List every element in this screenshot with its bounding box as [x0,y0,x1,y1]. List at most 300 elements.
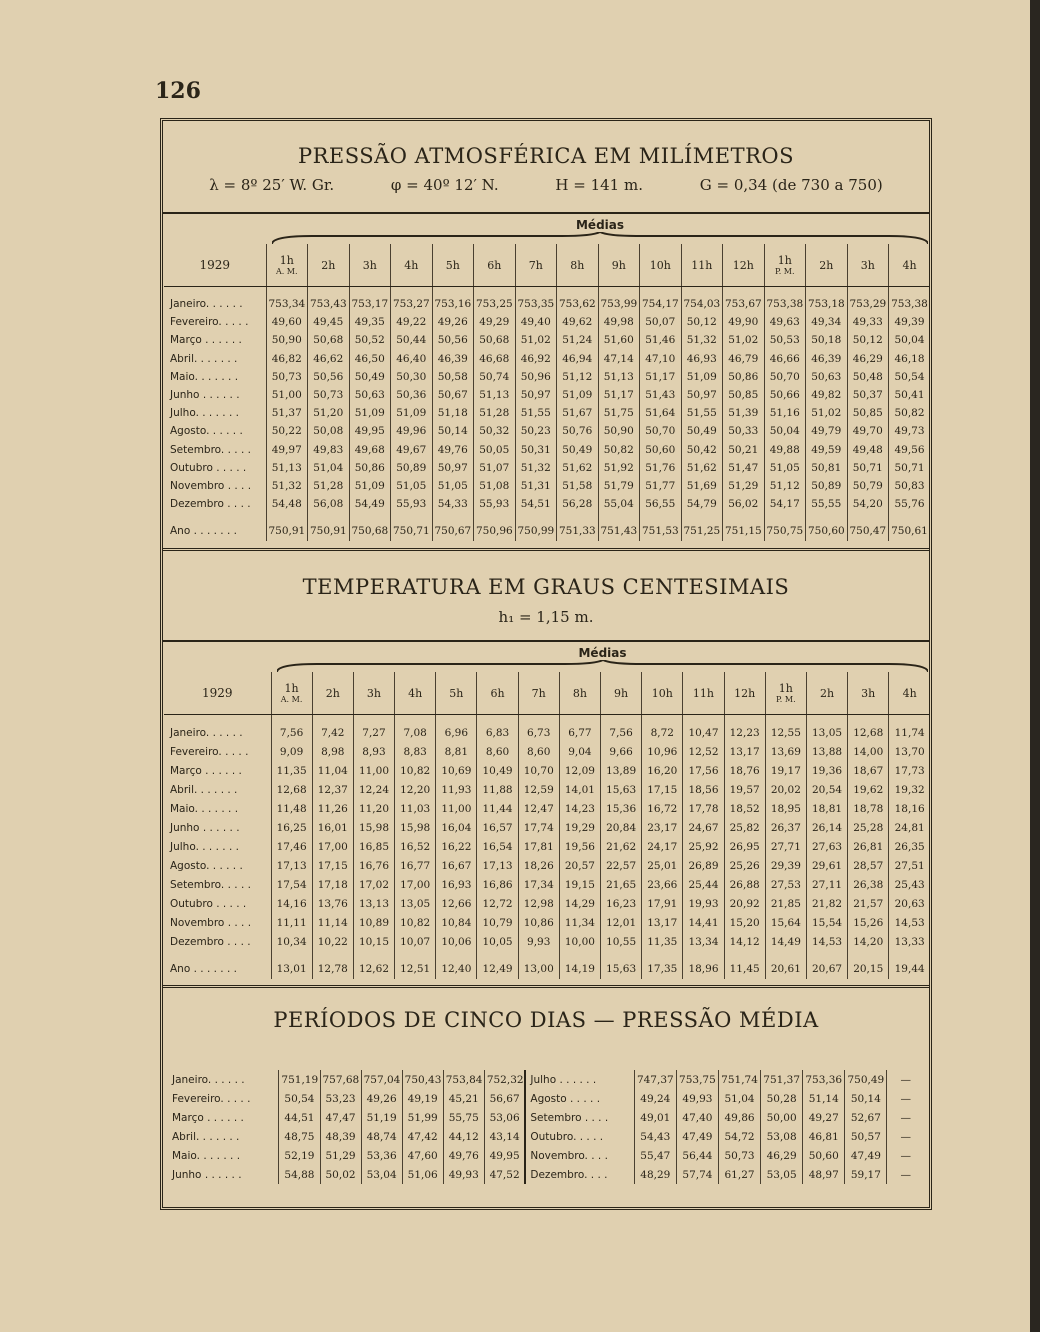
ano-value-cell: 750,99 [515,521,557,541]
value-cell: 49,63 [764,313,806,331]
value-cell: 51,17 [640,368,682,386]
spacer-cell [847,287,889,296]
value-cell: 49,59 [806,441,848,459]
hour-label: 2h [321,258,336,272]
temperatura-hour-header [806,672,847,715]
value-cell: 50,31 [515,441,557,459]
value-cell: 50,90 [598,422,640,440]
value-cell: 11,11 [271,913,312,932]
value-cell: 25,01 [642,856,683,875]
month-label: Junho . . . . . . [170,821,240,834]
value-cell: 10,34 [271,932,312,951]
value-cell: 43,14 [484,1127,525,1146]
value-cell: 8,83 [395,742,436,761]
temperatura-hour-header [353,672,394,715]
pressao-title: PRESSÃO ATMOSFÉRICA EM MILÍMETROS [297,144,795,168]
value-cell: 13,69 [765,742,806,761]
spacer-cell [764,287,806,296]
value-cell: 47,52 [484,1165,525,1184]
temperatura-medias-label: Médias [578,646,627,660]
value-cell: 49,76 [432,441,474,459]
value-cell: 50,05 [474,441,516,459]
value-cell: 46,18 [889,350,931,368]
value-cell: 18,76 [724,761,765,780]
value-cell: 51,05 [391,477,433,495]
value-cell: 24,67 [683,818,724,837]
value-cell: 49,73 [889,422,931,440]
value-cell: 19,62 [848,780,889,799]
spacer-cell [164,715,271,724]
value-cell: 6,73 [518,723,559,742]
spacer-cell [395,715,436,724]
value-cell: 16,52 [395,837,436,856]
value-cell: 50,89 [806,477,848,495]
value-cell: 15,26 [848,913,889,932]
hour-label: 10h [649,258,671,272]
table-row [164,477,930,495]
value-cell: 753,67 [723,295,765,313]
pressao-hour-header [308,244,350,287]
value-cell: 8,72 [642,723,683,742]
value-cell: 51,02 [723,331,765,349]
month-label: Agosto . . . . . [525,1089,634,1108]
value-cell: 10,22 [312,932,353,951]
hour-label: 8h [570,258,585,272]
value-cell: 49,90 [723,313,765,331]
hour-label: 7h [528,258,543,272]
table-row [164,913,930,932]
value-cell: 53,08 [761,1127,803,1146]
value-cell: 46,82 [266,350,308,368]
value-cell: 55,47 [634,1146,676,1165]
value-cell: 50,68 [308,331,350,349]
value-cell: 51,12 [764,477,806,495]
value-cell: 51,77 [640,477,682,495]
value-cell: 49,83 [308,441,350,459]
value-cell: 53,36 [361,1146,402,1165]
value-cell: 51,64 [640,404,682,422]
month-label: Fevereiro. . . . . [170,316,249,329]
pressao-hour-header [847,244,889,287]
month-label: Abril. . . . . . . [170,783,238,796]
value-cell: 51,09 [557,386,599,404]
value-cell: 12,72 [477,894,518,913]
value-cell: 50,14 [432,422,474,440]
table-row [164,932,930,951]
ano-value-cell: 19,44 [889,959,930,979]
value-cell: 15,36 [601,799,642,818]
ano-value-cell: 20,15 [848,959,889,979]
value-cell: 15,54 [806,913,847,932]
value-cell: 51,58 [557,477,599,495]
value-cell: 16,22 [436,837,477,856]
value-cell: 53,06 [484,1108,525,1127]
value-cell: 51,69 [681,477,723,495]
value-cell: 20,54 [806,780,847,799]
periodos-row [168,1108,924,1127]
ano-value-cell: 750,61 [889,521,931,541]
value-cell: 17,18 [312,875,353,894]
value-cell: 21,82 [806,894,847,913]
temperatura-hour-header [724,672,765,715]
value-cell: 48,39 [320,1127,361,1146]
ano-value-cell: 751,53 [640,521,682,541]
value-cell: 50,97 [432,459,474,477]
table-row [164,350,930,368]
value-cell: 26,88 [724,875,765,894]
table-row [164,818,930,837]
hour-label: 3h [860,258,875,272]
value-cell: 50,79 [847,477,889,495]
value-cell: 17,46 [271,837,312,856]
value-cell: 14,16 [271,894,312,913]
value-cell: 20,02 [765,780,806,799]
value-cell: 51,79 [598,477,640,495]
spacer-cell [765,951,806,959]
value-cell: 27,11 [806,875,847,894]
spacer-row [164,715,930,724]
value-cell: 14,41 [683,913,724,932]
value-cell: 51,43 [640,386,682,404]
value-cell: 16,57 [477,818,518,837]
value-cell: 13,13 [353,894,394,913]
value-cell: 50,22 [266,422,308,440]
value-cell: 17,91 [642,894,683,913]
value-cell: 14,23 [559,799,600,818]
month-label: Setembro. . . . . [170,878,251,891]
month-label: Janeiro. . . . . . [170,298,243,311]
value-cell: 26,95 [724,837,765,856]
value-cell: 7,56 [271,723,312,742]
value-cell: 20,57 [559,856,600,875]
value-cell: 747,37 [634,1070,676,1089]
value-cell: 11,48 [271,799,312,818]
value-cell: 10,89 [353,913,394,932]
spacer-row [164,951,930,959]
value-cell: 18,26 [518,856,559,875]
pressao-hour-header [515,244,557,287]
value-cell: 50,52 [349,331,391,349]
value-cell: 51,05 [764,459,806,477]
temperatura-hour-header [683,672,724,715]
spacer-cell [806,715,847,724]
value-cell: 11,26 [312,799,353,818]
value-cell: 9,66 [601,742,642,761]
divider [163,548,929,551]
spacer-cell [436,951,477,959]
value-cell: 20,92 [724,894,765,913]
value-cell: 750,49 [845,1070,887,1089]
value-cell: 7,56 [601,723,642,742]
value-cell: 51,28 [474,404,516,422]
value-cell: 9,93 [518,932,559,951]
spacer-cell [806,287,848,296]
value-cell: 757,04 [361,1070,402,1089]
param-altitude: H = 141 m. [555,176,643,194]
value-cell: 23,66 [642,875,683,894]
divider [163,212,929,214]
value-cell: 50,56 [432,331,474,349]
spacer-cell [601,951,642,959]
hour-label: 3h [362,258,377,272]
month-label: Abril. . . . . . . [170,352,238,365]
value-cell: 51,18 [432,404,474,422]
temperatura-hour-header [271,672,312,715]
value-cell: 12,09 [559,761,600,780]
value-cell: 50,86 [349,459,391,477]
value-cell: 49,76 [443,1146,484,1165]
temperatura-param: h₁ = 1,15 m. [498,608,594,626]
value-cell: 29,61 [806,856,847,875]
value-cell: 50,21 [723,441,765,459]
value-cell: 18,81 [806,799,847,818]
spacer-cell [764,513,806,521]
value-cell: 59,17 [845,1165,887,1184]
spacer-cell [436,715,477,724]
month-label: Janeiro. . . . . . [170,726,243,739]
value-cell: 49,48 [847,441,889,459]
value-cell: 50,66 [764,386,806,404]
value-cell: 10,70 [518,761,559,780]
value-cell: 16,76 [353,856,394,875]
value-cell: 54,79 [681,495,723,513]
value-cell: 17,81 [518,837,559,856]
spacer-cell [349,513,391,521]
temperatura-hour-header [559,672,600,715]
periodos-row [168,1127,924,1146]
value-cell: 8,81 [436,742,477,761]
month-label: Outubro . . . . . [170,897,247,910]
value-cell: 47,60 [402,1146,443,1165]
pressao-hour-header [391,244,433,287]
spacer-cell [724,715,765,724]
spacer-cell [349,287,391,296]
value-cell: 753,34 [266,295,308,313]
value-cell: 55,76 [889,495,931,513]
value-cell: 50,07 [640,313,682,331]
spacer-cell [518,715,559,724]
value-cell: 49,70 [847,422,889,440]
value-cell: 753,25 [474,295,516,313]
value-cell: 10,84 [436,913,477,932]
value-cell: 50,14 [845,1089,887,1108]
value-cell: 50,82 [889,404,931,422]
month-label: Abril. . . . . . . [172,1130,240,1143]
month-label: Setembro. . . . . [170,443,251,456]
ano-value-cell: 750,60 [806,521,848,541]
value-cell: 14,53 [806,932,847,951]
value-cell: 54,33 [432,495,474,513]
value-cell: 18,95 [765,799,806,818]
spacer-cell [353,951,394,959]
spacer-cell [889,287,931,296]
value-cell: 19,17 [765,761,806,780]
spacer-cell [391,287,433,296]
value-cell: 51,16 [764,404,806,422]
table-row [164,495,930,513]
value-cell: 46,50 [349,350,391,368]
value-cell: 18,56 [683,780,724,799]
table-row [164,331,930,349]
value-cell: 54,88 [279,1165,320,1184]
hour-label: 11h [692,686,715,700]
hour-label: 10h [651,686,673,700]
value-cell: 25,26 [724,856,765,875]
value-cell: 26,37 [765,818,806,837]
spacer-cell [683,951,724,959]
page-edge [1030,0,1040,1332]
hour-label: 12h [732,258,754,272]
spacer-cell [889,513,931,521]
value-cell: 13,33 [889,932,930,951]
value-cell: 11,88 [477,780,518,799]
spacer-cell [683,715,724,724]
spacer-row [164,513,930,521]
value-cell: 754,17 [640,295,682,313]
periodos-table [168,1070,924,1184]
value-cell: 51,08 [474,477,516,495]
value-cell: 51,20 [308,404,350,422]
pressao-hour-header [349,244,391,287]
value-cell: 51,47 [723,459,765,477]
value-cell: 46,92 [515,350,557,368]
value-cell: 16,04 [436,818,477,837]
value-cell: 46,93 [681,350,723,368]
value-cell: 53,05 [761,1165,803,1184]
value-cell: 25,28 [848,818,889,837]
value-cell: 17,00 [312,837,353,856]
temperatura-hour-header [765,672,806,715]
value-cell: 15,63 [601,780,642,799]
value-cell: 16,72 [642,799,683,818]
value-cell: 50,82 [598,441,640,459]
value-cell: 49,01 [634,1108,676,1127]
month-label: Fevereiro. . . . . [172,1092,251,1105]
month-label: Agosto. . . . . . [170,425,243,438]
value-cell: 49,56 [889,441,931,459]
value-cell: 51,05 [432,477,474,495]
periodos-row [168,1146,924,1165]
value-cell: 20,63 [889,894,930,913]
value-cell: 51,02 [806,404,848,422]
value-cell: 13,05 [395,894,436,913]
value-cell: 13,17 [724,742,765,761]
spacer-cell [477,715,518,724]
spacer-cell [681,287,723,296]
value-cell: 50,70 [640,422,682,440]
value-cell: 13,34 [683,932,724,951]
value-cell: — [887,1089,924,1108]
value-cell: 12,23 [724,723,765,742]
hour-label: 5h [449,686,464,700]
value-cell: 51,29 [320,1146,361,1165]
value-cell: 26,35 [889,837,930,856]
ano-value-cell: 751,15 [723,521,765,541]
month-label: Maio. . . . . . . [170,370,239,383]
value-cell: 16,20 [642,761,683,780]
value-cell: 51,32 [266,477,308,495]
value-cell: 49,97 [266,441,308,459]
value-cell: 49,39 [889,313,931,331]
value-cell: 14,12 [724,932,765,951]
value-cell: 14,20 [848,932,889,951]
month-label: Julho . . . . . . [525,1070,634,1089]
ano-value-cell: 12,78 [312,959,353,979]
ampm-label: A. M. [275,267,298,276]
value-cell: 50,12 [847,331,889,349]
value-cell: 12,37 [312,780,353,799]
value-cell: 14,53 [889,913,930,932]
table-row [164,761,930,780]
month-label: Setembro . . . . [525,1108,634,1127]
value-cell: 46,62 [308,350,350,368]
month-label: Outubro. . . . . [525,1127,634,1146]
value-cell: 15,64 [765,913,806,932]
value-cell: 55,55 [806,495,848,513]
temperatura-hour-header [601,672,642,715]
value-cell: 49,95 [484,1146,525,1165]
value-cell: 9,04 [559,742,600,761]
value-cell: 27,71 [765,837,806,856]
month-label: Novembro . . . . [170,479,252,492]
value-cell: 50,81 [806,459,848,477]
value-cell: 19,57 [724,780,765,799]
ano-value-cell: 17,35 [642,959,683,979]
hour-label: 5h [445,258,460,272]
ano-value-cell: 18,96 [683,959,724,979]
pressao-medias-label: Médias [575,218,625,232]
value-cell: 47,49 [676,1127,718,1146]
value-cell: 49,67 [391,441,433,459]
value-cell: 8,60 [518,742,559,761]
value-cell: 17,13 [271,856,312,875]
value-cell: 50,63 [349,386,391,404]
value-cell: 50,85 [723,386,765,404]
value-cell: 50,70 [764,368,806,386]
value-cell: 754,03 [681,295,723,313]
spacer-cell [164,951,271,959]
value-cell: 15,98 [395,818,436,837]
table-row [164,295,930,313]
pressao-table [164,244,930,541]
temperatura-hour-header [848,672,889,715]
value-cell: 50,67 [432,386,474,404]
value-cell: 12,01 [601,913,642,932]
value-cell: 750,43 [402,1070,443,1089]
value-cell: 51,13 [598,368,640,386]
spacer-cell [557,513,599,521]
month-label: Outubro . . . . . [170,461,247,474]
value-cell: 50,49 [349,368,391,386]
value-cell: 10,05 [477,932,518,951]
value-cell: 17,15 [642,780,683,799]
temperatura-hour-header [436,672,477,715]
value-cell: 49,22 [391,313,433,331]
spacer-cell [164,513,266,521]
spacer-cell [271,715,312,724]
value-cell: 47,40 [676,1108,718,1127]
table-row [164,404,930,422]
value-cell: 751,74 [718,1070,760,1089]
value-cell: — [887,1108,924,1127]
month-label: Dezembro. . . . [525,1165,634,1184]
value-cell: 49,93 [443,1165,484,1184]
value-cell: 13,70 [889,742,930,761]
value-cell: 11,35 [642,932,683,951]
value-cell: 51,09 [349,477,391,495]
value-cell: 50,18 [806,331,848,349]
value-cell: 10,47 [683,723,724,742]
